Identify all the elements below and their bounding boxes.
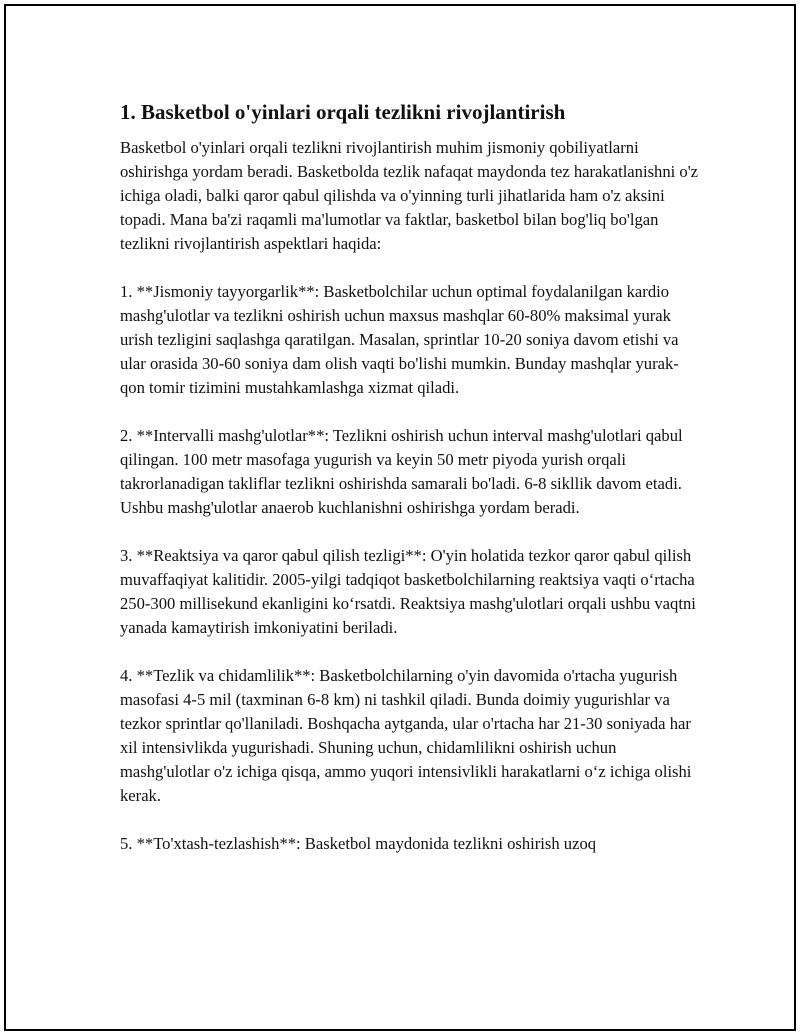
paragraph-intervalli-mashgulotlar: 2. **Intervalli mashg'ulotlar**: Tezlikni oshirish uchun interval mashg'ulotlari qabul qilingan. 100 metr masofaga yugurish va keyin 50 metr piyoda yurish orqali takrorlanadigan takliflar tezlikni oshirishda samarali bo'ladi. 6-8 sikllik davom etadi. Ushbu mashg'ulotlar anaerob kuchlanishni oshirishga yordam beradi. — [120, 426, 683, 517]
intro-paragraph: Basketbol o'yinlari orqali tezlikni rivojlantirish muhim jismoniy qobiliyatlarni oshirishga yordam beradi. Basketbolda tezlik nafaqat maydonda tez harakatlanishni o'z ichiga oladi, balki qaror qabul qilishda va o'yinning turli jihatlarida ham o'z aksini topadi. Mana ba'zi raqamli ma'lumotlar va faktlar, basketbol bilan bog'liq bo'lgan tezlikni rivojlantirish aspektlari haqida: — [120, 138, 699, 253]
paragraph-toxtash-tezlashish: 5. **To'xtash-tezlashish**: Basketbol maydonida tezlikni oshirish uzoq — [120, 834, 597, 853]
paragraph-tezlik-chidamlilik: 4. **Tezlik va chidamlilik**: Basketbolchilarning o'yin davomida o'rtacha yugurish masofasi 4-5 mil (taxminan 6-8 km) ni tashkil qiladi. Bunda doimiy yugurishlar va tezkor sprintlar qo'llaniladi. Boshqacha aytganda, ular o'rtacha har 21-30 soniyada har xil intensivlikda yugurishadi. Shuning uchun, chidamlilikni oshirish uchun mashg'ulotlar o'z ichiga qisqa, ammo yuqori intensivlikli harakatlarni o‘z ichiga olishi kerak. — [120, 666, 692, 805]
paragraph-reaktsiya: 3. **Reaktsiya va qaror qabul qilish tezligi**: O'yin holatida tezkor qaror qabul qilish muvaffaqiyat kalitidir. 2005-yilgi tadqiqot basketbolchilarning reaktsiya vaqti o‘rtacha 250-300 millisekund ekanligini ko‘rsatdi. Reaktsiya mashg'ulotlari orqali ushbu vaqtni yanada kamaytirish imkoniyatini beriladi. — [120, 546, 696, 637]
page-frame — [4, 4, 796, 1031]
document-body — [120, 98, 700, 880]
document-title: 1. Basketbol o'yinlari orqali tezlikni rivojlantirish — [120, 100, 566, 124]
paragraph-jismoniy-tayyorgarlik: 1. **Jismoniy tayyorgarlik**: Basketbolchilar uchun optimal foydalanilgan kardio mashg'ulotlar va tezlikni oshirish uchun maxsus mashqlar 60-80% maksimal yurak urish tezligini saqlashga qaratilgan. Masalan, sprintlar 10-20 soniya davom etishi va ular orasida 30-60 soniya dam olish vaqti bo'lishi mumkin. Bunday mashqlar yurak-qon tomir tizimini mustahkamlashga xizmat qiladi. — [120, 282, 679, 397]
